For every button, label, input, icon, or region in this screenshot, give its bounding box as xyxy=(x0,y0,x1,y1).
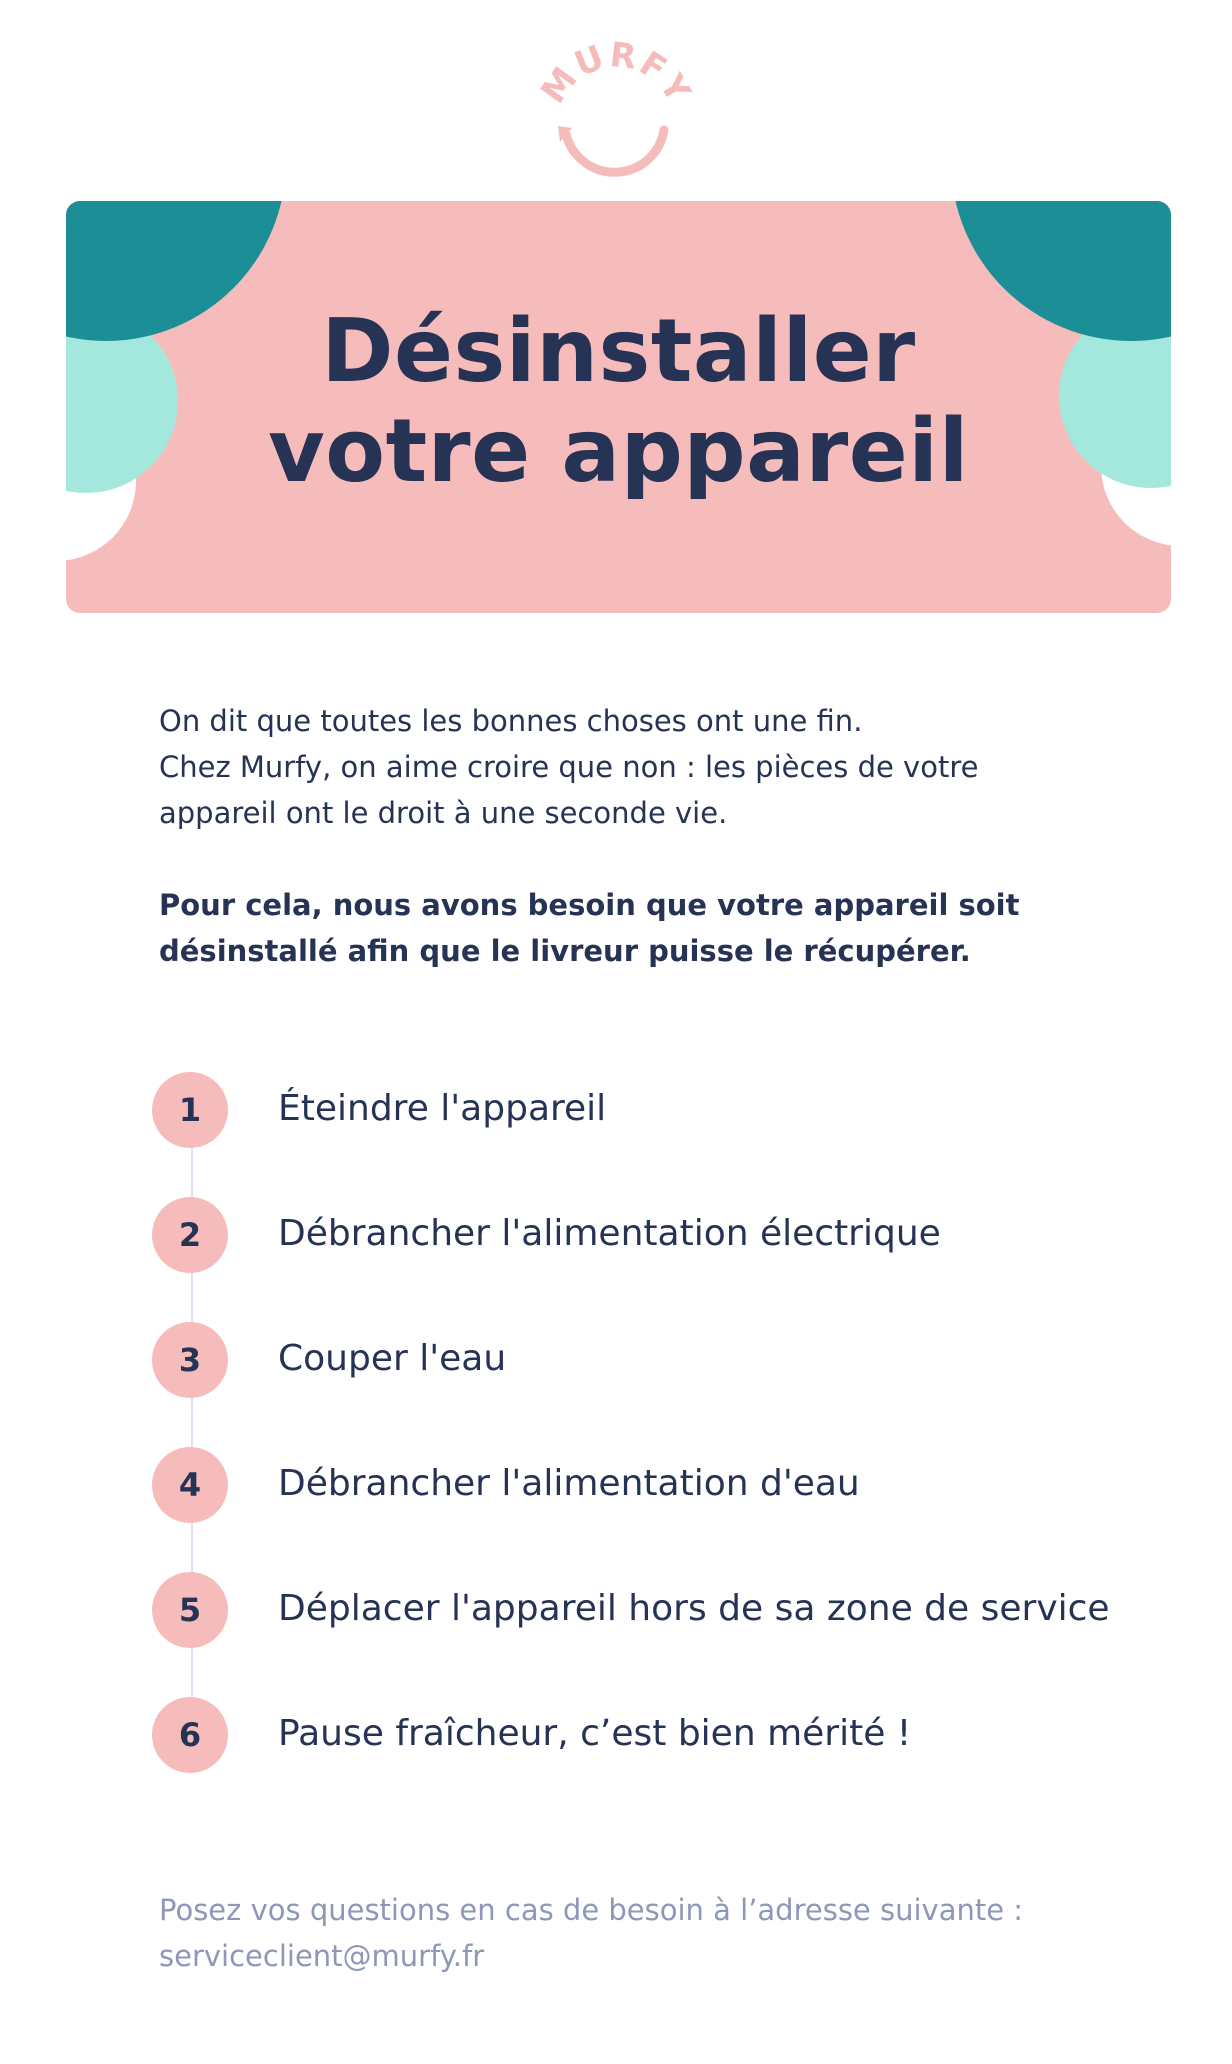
footer-line: Posez vos questions en cas de besoin à l’adresse suivante : xyxy=(159,1893,1024,1927)
step-item xyxy=(152,1197,1152,1322)
intro-line-2: Chez Murfy, on aime croire que non : les pièces de votre xyxy=(159,750,979,784)
support-email-link[interactable]: serviceclient@murfy.fr xyxy=(159,1939,485,1973)
step-number-badge: 6 xyxy=(152,1697,228,1773)
step-label: Couper l'eau xyxy=(278,1338,507,1379)
header-banner xyxy=(66,201,1171,613)
step-item xyxy=(152,1447,1152,1572)
intro-bold-line-1: Pour cela, nous avons besoin que votre appareil soit xyxy=(159,888,1020,922)
step-number-badge: 4 xyxy=(152,1447,228,1523)
intro-line-3: appareil ont le droit à une seconde vie. xyxy=(159,796,728,830)
page-title xyxy=(66,301,1171,501)
footer-contact xyxy=(159,1887,1119,1979)
step-item xyxy=(152,1697,1152,1822)
step-number-badge: 5 xyxy=(152,1572,228,1648)
step-label: Débrancher l'alimentation d'eau xyxy=(278,1463,860,1504)
step-number-badge: 2 xyxy=(152,1197,228,1273)
step-item xyxy=(152,1572,1152,1697)
murfy-logo xyxy=(536,30,696,180)
steps-list xyxy=(152,1072,1152,1822)
step-number-badge: 1 xyxy=(152,1072,228,1148)
step-label: Débrancher l'alimentation électrique xyxy=(278,1213,941,1254)
step-label: Déplacer l'appareil hors de sa zone de service xyxy=(278,1588,1110,1629)
step-label: Éteindre l'appareil xyxy=(278,1088,607,1129)
title-line-2: votre appareil xyxy=(268,400,969,502)
svg-text:MURFY xyxy=(536,35,696,111)
intro-line-1: On dit que toutes les bonnes choses ont une fin. xyxy=(159,704,863,738)
step-item xyxy=(152,1322,1152,1447)
step-item xyxy=(152,1072,1152,1197)
step-label: Pause fraîcheur, c’est bien mérité ! xyxy=(278,1713,912,1754)
title-line-1: Désinstaller xyxy=(321,300,916,402)
step-number-badge: 3 xyxy=(152,1322,228,1398)
intro-text xyxy=(159,698,1079,974)
intro-bold-line-2: désinstallé afin que le livreur puisse le récupérer. xyxy=(159,934,971,968)
logo-text: MURFY xyxy=(536,34,696,112)
